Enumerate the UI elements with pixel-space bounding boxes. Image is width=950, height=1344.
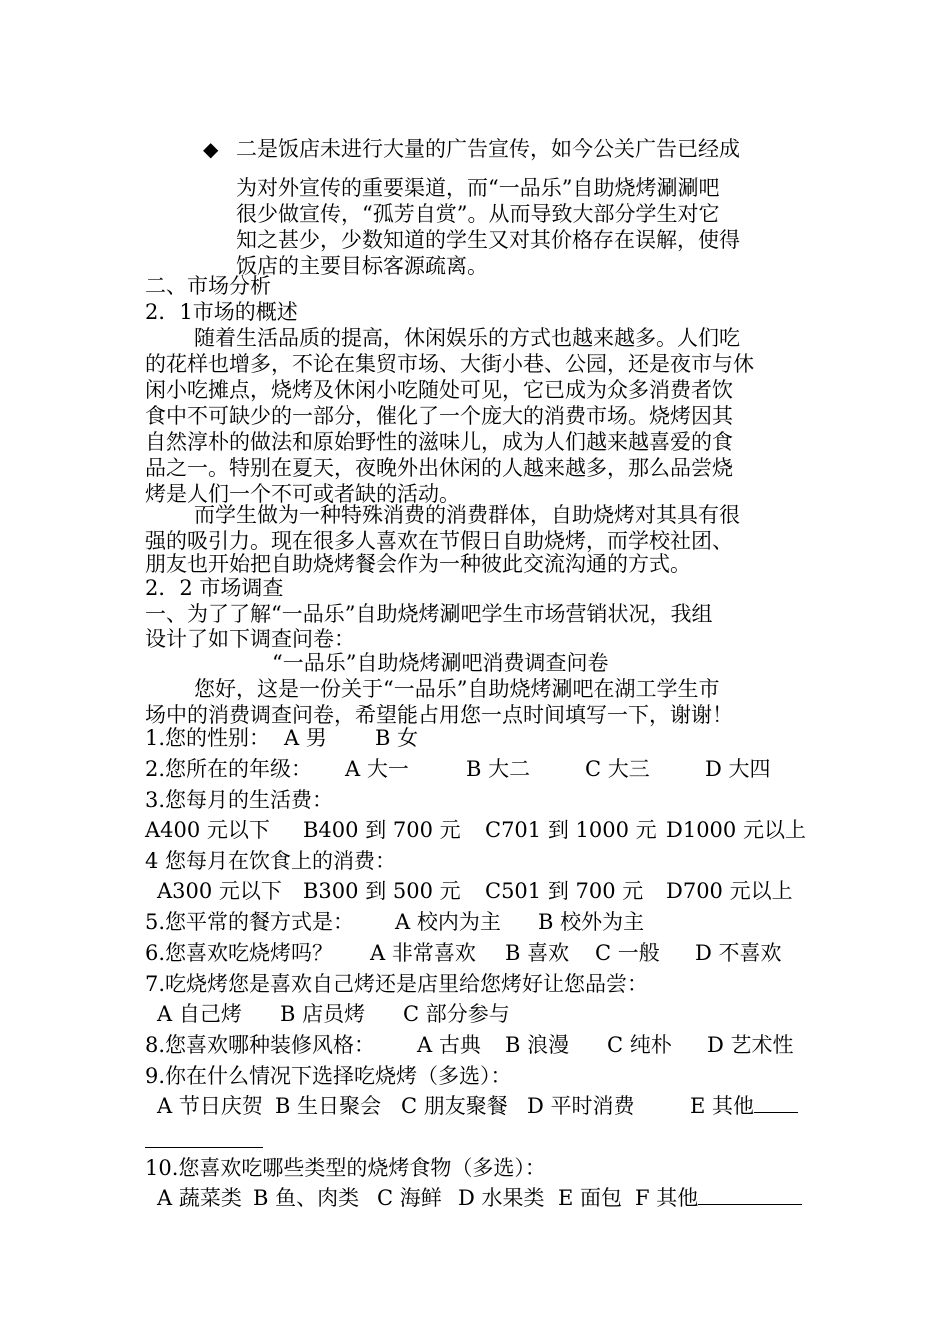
option: A 蔬菜类: [157, 1186, 242, 1210]
option: D700 元以上: [666, 879, 793, 903]
paragraph-line: 自然淳朴的做法和原始野性的滋味儿，成为人们越来越喜爱的食: [145, 430, 733, 454]
option: A 校内为主: [395, 910, 501, 934]
greeting-line: 您好，这是一份关于“一品乐”自助烧烤涮吧在湖工学生市: [194, 677, 720, 701]
option: C 部分参与: [403, 1002, 510, 1026]
question-text: 1.您的性别：: [145, 726, 271, 750]
subsection-title: 2．1市场的概述: [145, 300, 298, 324]
survey-intro-line: 一、为了了解“一品乐”自助烧烤涮吧学生市场营销状况，我组: [145, 602, 713, 626]
question-3: 3.您每月的生活费：: [145, 788, 334, 812]
question-2: [145, 757, 771, 781]
option: B300 到 500 元: [303, 879, 461, 903]
option: B 校外为主: [538, 910, 645, 934]
option-text: F 其他: [635, 1186, 699, 1210]
option: D 大四: [705, 757, 771, 781]
question-6: [145, 941, 782, 965]
answer-blank: [698, 1186, 802, 1205]
bullet-line-2: 为对外宣传的重要渠道，而“一品乐”自助烧烤涮涮吧: [236, 176, 720, 200]
option: [690, 1094, 798, 1118]
bullet-diamond-icon: ◆: [203, 137, 219, 161]
option: E 面包: [558, 1186, 623, 1210]
option: B 女: [375, 726, 419, 750]
subsection-title: 2．2 市场调查: [145, 576, 284, 600]
question-text: 2.您所在的年级：: [145, 757, 313, 781]
paragraph-line: 朋友也开始把自助烧烤餐会作为一种彼此交流沟通的方式。: [145, 552, 691, 576]
option: B 浪漫: [505, 1033, 570, 1057]
option: B 大二: [466, 757, 531, 781]
paragraph-line: 的花样也增多，不论在集贸市场、大街小巷、公园，还是夜市与休: [145, 352, 754, 376]
option: A 大一: [345, 757, 409, 781]
question-7: 7.吃烧烤您是喜欢自己烤还是店里给您烤好让您品尝：: [145, 972, 649, 996]
section-title: 二、市场分析: [145, 274, 271, 298]
option: D 艺术性: [707, 1033, 794, 1057]
question-text: 6.您喜欢吃烧烤吗？: [145, 941, 334, 965]
bullet-line-1: 二是饭店未进行大量的广告宣传，如今公关广告已经成: [236, 137, 740, 161]
option: A300 元以下: [157, 879, 282, 903]
option: C 一般: [595, 941, 660, 965]
paragraph-line: 烤是人们一个不可或者缺的活动。: [145, 482, 460, 506]
option: C501 到 700 元: [485, 879, 644, 903]
paragraph-line: 随着生活品质的提高，休闲娱乐的方式也越来越多。人们吃: [194, 326, 740, 350]
option: [635, 1186, 802, 1210]
option: D 不喜欢: [695, 941, 782, 965]
option: C701 到 1000 元: [485, 818, 657, 842]
answer-blank: [754, 1094, 798, 1113]
option: A 男: [284, 726, 327, 750]
question-4: 4 您每月在饮食上的消费：: [145, 849, 397, 873]
question-text: 5.您平常的餐方式是：: [145, 910, 355, 934]
option: B 生日聚会: [275, 1094, 382, 1118]
option: A 非常喜欢: [370, 941, 476, 965]
paragraph-line: 品之一。特别在夏天，夜晚外出休闲的人越来越多，那么品尝烧: [145, 456, 733, 480]
greeting-line: 场中的消费调查问卷，希望能占用您一点时间填写一下，谢谢！: [145, 703, 733, 727]
bullet-line-4: 知之甚少，少数知道的学生又对其价格存在误解，使得: [236, 228, 740, 252]
question-10: 10.您喜欢吃哪些类型的烧烤食物（多选）：: [145, 1156, 546, 1180]
option: C 朋友聚餐: [401, 1094, 508, 1118]
question-9: 9.你在什么情况下选择吃烧烤（多选）：: [145, 1064, 512, 1088]
option: D 水果类: [458, 1186, 545, 1210]
option: A 古典: [417, 1033, 481, 1057]
option: A 自己烤: [157, 1002, 242, 1026]
paragraph-line: 闲小吃摊点，烧烤及休闲小吃随处可见，它已成为众多消费者饮: [145, 378, 733, 402]
option: D 平时消费: [527, 1094, 635, 1118]
paragraph-line: 而学生做为一种特殊消费的消费群体，自助烧烤对其具有很: [194, 503, 740, 527]
question-8: [145, 1033, 794, 1057]
answer-blank-continuation: [145, 1147, 263, 1148]
option: B 鱼、肉类: [253, 1186, 360, 1210]
question-1: [145, 726, 419, 750]
option-text: E 其他: [690, 1094, 755, 1118]
option: C 海鲜: [377, 1186, 442, 1210]
option: B400 到 700 元: [303, 818, 461, 842]
paragraph-line: 食中不可缺少的一部分，催化了一个庞大的消费市场。烧烤因其: [145, 404, 733, 428]
bullet-line-3: 很少做宣传，“孤芳自赏”。从而导致大部分学生对它: [236, 202, 720, 226]
bullet-line-5: 饭店的主要目标客源疏离。: [236, 254, 488, 278]
option: B 店员烤: [280, 1002, 366, 1026]
option: B 喜欢: [505, 941, 570, 965]
questionnaire-title: “一品乐”自助烧烤涮吧消费调查问卷: [272, 651, 609, 675]
option: A400 元以下: [145, 818, 270, 842]
question-text: 8.您喜欢哪种装修风格：: [145, 1033, 376, 1057]
paragraph-line: 强的吸引力。现在很多人喜欢在节假日自助烧烤，而学校社团、: [145, 529, 733, 553]
option: D1000 元以上: [666, 818, 806, 842]
option: C 大三: [585, 757, 650, 781]
question-5: [145, 910, 645, 934]
option: C 纯朴: [607, 1033, 672, 1057]
option: A 节日庆贺: [157, 1094, 263, 1118]
survey-intro-line: 设计了如下调查问卷：: [145, 627, 355, 651]
